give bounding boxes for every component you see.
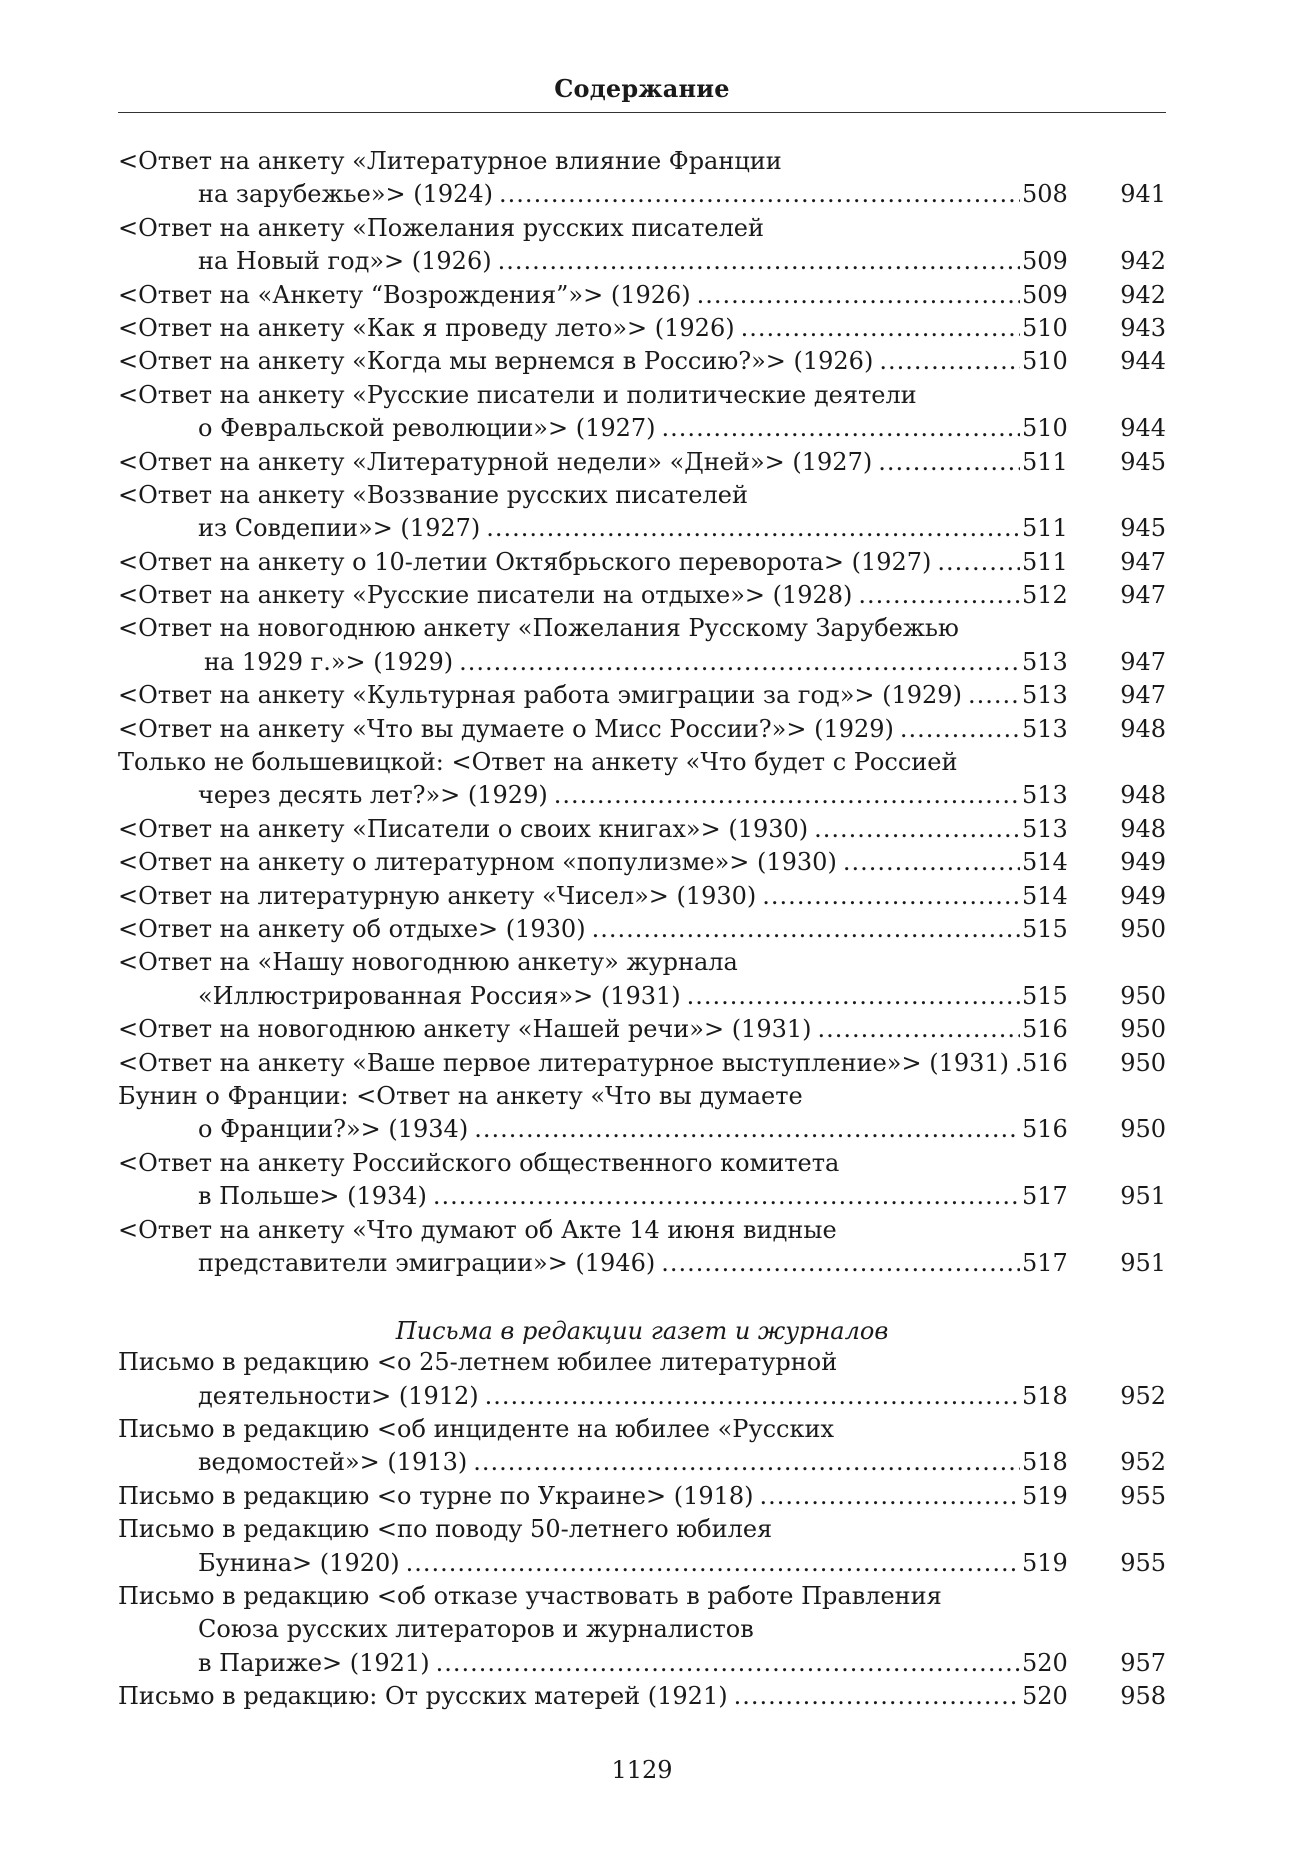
toc-entry-line-last [118,713,1166,746]
toc-entry [118,279,1166,312]
dot-leader [879,345,1020,378]
dot-leader [937,546,1020,579]
toc-entry-title: из Совдепии»> (1927) [198,514,481,543]
toc-entry-line-last [118,679,1166,712]
toc-entry [118,1346,1166,1413]
toc-entry-title: <Ответ на «Нашу новогоднюю анкету» журнала [118,948,738,977]
toc-entry [118,913,1166,946]
toc-entry-title: <Ответ на анкету об отдыхе> (1930) [118,914,586,943]
header-rule [118,112,1166,113]
toc-entry-line [118,1513,1166,1546]
page-ref-text: 510 [1022,414,1068,443]
toc-entry-title: Письмо в редакцию: От русских матерей (1921) [118,1682,728,1711]
toc-entry-title: <Ответ на анкету «Русские писатели и политические деятели [118,380,917,409]
page-ref-commentary: 949 [1120,881,1166,910]
toc-entry-title: <Ответ на анкету «Воззвание русских писателей [118,480,748,509]
toc-entry [118,679,1166,712]
toc-entry-title: в Польше> (1934) [198,1182,427,1211]
toc-entry-line-last [118,512,1166,545]
toc-entry-line-last [118,546,1166,579]
dot-leader [499,178,1020,211]
page-ref-text: 517 [1022,1248,1068,1277]
toc-entry-line-last [118,412,1166,445]
toc-entry-line-last [118,178,1166,211]
page-ref-commentary: 958 [1120,1682,1166,1711]
toc-entry-line [118,379,1166,412]
page-ref-commentary: 948 [1120,814,1166,843]
table-of-contents [118,145,1166,1714]
page-ref-text: 516 [1022,1048,1068,1077]
toc-entry-line [118,612,1166,645]
toc-entry-line [118,746,1166,779]
page-ref-text: 511 [1022,547,1068,576]
toc-entry-line [118,1413,1166,1446]
dot-leader [473,1446,1020,1479]
page-ref-commentary: 955 [1120,1548,1166,1577]
page-ref-commentary: 942 [1120,280,1166,309]
toc-entry-title: Письмо в редакцию <о турне по Украине> (1918) [118,1481,754,1510]
toc-entry [118,579,1166,612]
toc-entry [118,479,1166,546]
dot-leader [554,779,1020,812]
toc-entry-title: Только не большевицкой: <Ответ на анкету «Что будет с Россией [118,748,958,777]
page-ref-text: 520 [1022,1682,1068,1711]
toc-entry-title: <Ответ на анкету «Что вы думаете о Мисс России?»> (1929) [118,714,894,743]
toc-entry [118,379,1166,446]
page-ref-commentary: 944 [1120,347,1166,376]
toc-entry [118,312,1166,345]
toc-entry-title: ведомостей»> (1913) [198,1448,468,1477]
page-ref-text: 510 [1022,347,1068,376]
dot-leader [697,279,1020,312]
toc-entry [118,1013,1166,1046]
toc-entry [118,1413,1166,1480]
dot-leader [485,1380,1020,1413]
page-ref-text: 518 [1022,1448,1068,1477]
toc-entry-title: через десять лет?»> (1929) [198,781,548,810]
toc-entry-title: «Иллюстрированная Россия»> (1931) [198,981,681,1010]
dot-leader [498,245,1020,278]
toc-entry [118,813,1166,846]
toc-entry [118,1147,1166,1214]
toc-entry [118,446,1166,479]
toc-entry-line-last [118,245,1166,278]
page-ref-commentary: 948 [1120,781,1166,810]
page-ref-commentary: 941 [1120,180,1166,209]
page-ref-text: 513 [1022,681,1068,710]
dot-leader [900,713,1020,746]
page-ref-commentary: 947 [1120,547,1166,576]
page-ref-text: 509 [1022,280,1068,309]
page-ref-text: 513 [1022,781,1068,810]
dot-leader [592,913,1020,946]
toc-entry-title: <Ответ на литературную анкету «Чисел»> (1930) [118,881,757,910]
toc-entry-line [118,1580,1166,1613]
page-ref-commentary: 942 [1120,247,1166,276]
page-ref-text: 516 [1022,1115,1068,1144]
page-ref-text: 520 [1022,1648,1068,1677]
toc-entry-line-last [118,279,1166,312]
page-ref-text: 514 [1022,881,1068,910]
toc-entry-line-last [118,312,1166,345]
toc-entry [118,846,1166,879]
toc-entry-title: <Ответ на новогоднюю анкету «Пожелания Русскому Зарубежью [118,614,959,643]
toc-entry-title: <Ответ на анкету «Литературное влияние Франции [118,147,782,175]
toc-entry-title: Письмо в редакцию <о 25-летнем юбилее литературной [118,1348,838,1377]
toc-list-responses [118,145,1166,1280]
dot-leader [878,446,1020,479]
toc-entry-line [118,1147,1166,1180]
page-ref-commentary: 951 [1120,1182,1166,1211]
toc-entry-line-last [118,1247,1166,1280]
toc-entry [118,1580,1166,1680]
toc-entry [118,746,1166,813]
toc-entry-line-last [118,913,1166,946]
dot-leader [741,312,1020,345]
toc-entry-title: <Ответ на анкету о литературном «популизме»> (1930) [118,848,837,877]
toc-entry-line [118,1214,1166,1247]
page-ref-text: 511 [1022,447,1068,476]
toc-entry-title: в Париже> (1921) [198,1648,430,1677]
page-ref-text: 518 [1022,1381,1068,1410]
toc-entry-line-last [118,646,1166,679]
page-ref-commentary: 948 [1120,714,1166,743]
toc-entry-title: на зарубежье»> (1924) [198,180,494,209]
page-ref-commentary: 957 [1120,1648,1166,1677]
toc-entry-line-last [118,1680,1166,1713]
toc-entry-title: <Ответ на анкету «Ваше первое литературное выступление»> (1931) [118,1048,1010,1077]
page-ref-commentary: 955 [1120,1481,1166,1510]
toc-entry-title: Бунина> (1920) [198,1548,400,1577]
toc-entry-line-last [118,1480,1166,1513]
section-title [118,1296,1166,1346]
dot-leader [662,412,1020,445]
toc-entry [118,1680,1166,1713]
toc-entry-title: <Ответ на новогоднюю анкету «Нашей речи»> (1931) [118,1015,812,1044]
toc-entry-line [118,1346,1166,1379]
toc-entry [118,880,1166,913]
page-ref-commentary: 950 [1120,1015,1166,1044]
page-ref-text: 519 [1022,1548,1068,1577]
toc-entry-line-last [118,1446,1166,1479]
dot-leader [968,679,1020,712]
toc-entry-line-last [118,579,1166,612]
page-ref-commentary: 945 [1120,447,1166,476]
toc-entry-line-last [118,1547,1166,1580]
dot-leader [760,1480,1020,1513]
toc-entry [118,1480,1166,1513]
toc-entry [118,713,1166,746]
toc-entry-title: <Ответ на анкету о 10-летии Октябрьского переворота> (1927) [118,547,932,576]
page-ref-text: 517 [1022,1182,1068,1211]
dot-leader [1015,1047,1020,1080]
toc-entry-title: <Ответ на анкету «Писатели о своих книгах»> (1930) [118,814,809,843]
page-number: 1129 [611,1756,673,1784]
toc-list-letters [118,1346,1166,1713]
dot-leader [814,813,1020,846]
toc-entry-title: Бунин о Франции: <Ответ на анкету «Что вы думаете [118,1081,803,1110]
toc-entry [118,145,1166,212]
page-ref-text: 515 [1022,914,1068,943]
page-ref-text: 508 [1022,180,1068,209]
toc-entry-line-last [118,846,1166,879]
toc-entry-title: о Февральской революции»> (1927) [198,414,656,443]
toc-entry [118,1513,1166,1580]
dot-leader [474,1113,1020,1146]
page-ref-commentary: 951 [1120,1248,1166,1277]
toc-entry-title: на 1929 г.»> (1929) [204,647,454,676]
page-ref-text: 519 [1022,1481,1068,1510]
page-ref-commentary: 952 [1120,1448,1166,1477]
toc-entry-title: <Ответ на анкету «Как я проведу лето»> (1926) [118,313,735,342]
toc-entry-title: на Новый год»> (1926) [198,247,492,276]
toc-entry-line-last [118,345,1166,378]
toc-entry-line [118,145,1166,178]
toc-entry-line [118,946,1166,979]
toc-entry-title: Письмо в редакцию <об инциденте на юбилее «Русских [118,1415,834,1444]
page-ref-commentary: 947 [1120,647,1166,676]
toc-entry-line [118,1613,1166,1646]
page-ref-text: 514 [1022,848,1068,877]
page-ref-text: 509 [1022,247,1068,276]
toc-entry-title: о Франции?»> (1934) [198,1115,469,1144]
page-ref-text: 516 [1022,1015,1068,1044]
toc-entry-title: Письмо в редакцию <об отказе участвовать в работе Правления [118,1582,942,1611]
dot-leader [843,846,1020,879]
toc-entry-line-last [118,1047,1166,1080]
toc-entry-title: представители эмиграции»> (1946) [198,1248,656,1277]
toc-entry-title: Союза русских литераторов и журналистов [198,1615,754,1644]
page-ref-text: 512 [1022,581,1068,610]
page-ref-commentary: 947 [1120,581,1166,610]
toc-entry-line-last [118,813,1166,846]
toc-entry-title: <Ответ на анкету «Что думают об Акте 14 июня видные [118,1215,837,1244]
page-ref-text: 511 [1022,514,1068,543]
toc-entry-line-last [118,1013,1166,1046]
toc-entry-line-last [118,1647,1166,1680]
dot-leader [436,1647,1020,1680]
toc-entry-line [118,212,1166,245]
toc-entry-title: деятельности> (1912) [198,1381,479,1410]
page-ref-text: 515 [1022,981,1068,1010]
dot-leader [486,512,1020,545]
page-ref-commentary: 952 [1120,1381,1166,1410]
page-ref-commentary: 949 [1120,848,1166,877]
page-ref-commentary: 945 [1120,514,1166,543]
toc-entry-title: <Ответ на «Анкету “Возрождения”»> (1926) [118,280,691,309]
toc-entry [118,946,1166,1013]
page-ref-text: 513 [1022,714,1068,743]
toc-entry-title: <Ответ на анкету Российского общественного комитета [118,1148,840,1177]
toc-entry-title: <Ответ на анкету «Пожелания русских писателей [118,213,765,242]
toc-entry-title: Письмо в редакцию <по поводу 50-летнего юбилея [118,1515,773,1544]
toc-entry-title: <Ответ на анкету «Культурная работа эмиграции за год»> (1929) [118,681,962,710]
dot-leader [858,579,1020,612]
toc-entry [118,612,1166,679]
toc-entry [118,1214,1166,1281]
dot-leader [818,1013,1021,1046]
toc-entry-title: <Ответ на анкету «Русские писатели на отдыхе»> (1928) [118,581,853,610]
toc-entry-title: <Ответ на анкету «Литературной недели» «Дней»> (1927) [118,447,873,476]
toc-entry-line-last [118,980,1166,1013]
dot-leader [687,980,1020,1013]
page-ref-text: 513 [1022,647,1068,676]
toc-entry-title: <Ответ на анкету «Когда мы вернемся в Россию?»> (1926) [118,347,874,376]
toc-entry-line [118,479,1166,512]
toc-entry [118,1047,1166,1080]
dot-leader [459,646,1020,679]
toc-entry [118,1080,1166,1147]
page-ref-text: 510 [1022,313,1068,342]
dot-leader [406,1547,1020,1580]
running-header: Содержание [554,74,730,103]
toc-entry-line-last [118,1180,1166,1213]
page-ref-text: 513 [1022,814,1068,843]
section-title-text: Письма в редакции газет и журналов [395,1317,889,1346]
dot-leader [734,1680,1020,1713]
toc-entry-line-last [118,446,1166,479]
dot-leader [433,1180,1020,1213]
page-ref-commentary: 943 [1120,313,1166,342]
page-ref-commentary: 947 [1120,681,1166,710]
page-ref-commentary: 950 [1120,981,1166,1010]
toc-entry [118,345,1166,378]
toc-entry-line-last [118,779,1166,812]
toc-entry-line [118,1080,1166,1113]
toc-entry [118,212,1166,279]
toc-entry-line-last [118,1380,1166,1413]
dot-leader [762,880,1020,913]
toc-entry [118,546,1166,579]
page-ref-commentary: 944 [1120,414,1166,443]
dot-leader [661,1247,1020,1280]
page-ref-commentary: 950 [1120,914,1166,943]
toc-entry-line-last [118,880,1166,913]
toc-entry-line-last [118,1113,1166,1146]
page-ref-commentary: 950 [1120,1115,1166,1144]
page-ref-commentary: 950 [1120,1048,1166,1077]
